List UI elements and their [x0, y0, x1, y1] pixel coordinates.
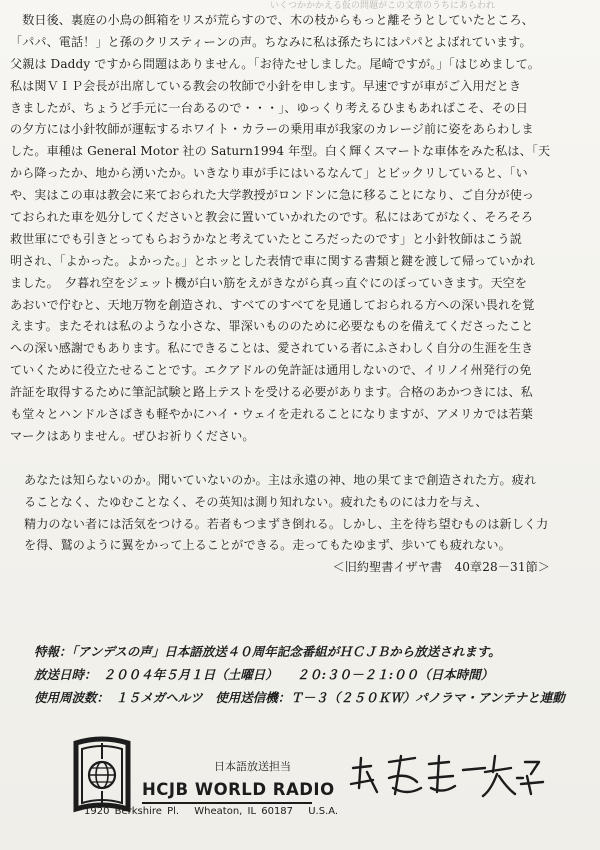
body-line: マークはありません。ぜひお祈りください。 [10, 428, 255, 443]
address-country: U.S.A. [308, 806, 339, 817]
notice-frequency: 使用周波数： １５メガヘルツ 使用送信機：Ｔ－３（２５０ＫＷ）パノラマ・アンテナと連動 [34, 690, 565, 705]
organization-name: HCJB WORLD RADIO [142, 780, 335, 799]
scripture-line: ることなく、たゆむことなく、その英知は測り知れない。疲れたものには力を与え、 [24, 494, 488, 509]
body-line: えます。またそれは私のような小さな、罪深いもののために必要なものを備えてくださったこと [10, 319, 534, 334]
handwritten-signature [345, 748, 545, 806]
letter-body [10, 10, 590, 579]
body-line: 私は関ＶＩＰ会長が出席している教会の牧師で小針を申します。早速ですが車がご入用だとき [10, 78, 522, 93]
body-line: 救世軍にでも引きとってもらおうかなと考えていたところだったのです」と小針牧師はこう説 [10, 231, 522, 246]
body-line: ました。 夕暮れ空をジェット機が白い筋をえがきながら真っ直ぐにのぼっていきます。天空を [10, 275, 528, 290]
notice-datetime: 放送日時： ２００４年５月１日（土曜日） ２０:３０－２１:００（日本時間） [34, 667, 494, 682]
notice-special: 特報：「アンデスの声」日本語放送４０周年記念番組がＨＣＪＢから放送されます。 [34, 644, 501, 659]
address-street: 1920 Berkshire Pl. [84, 806, 180, 817]
body-line: 許証を取得するために筆記試験と路上テストを受ける必要があります。合格のあかつきには、私 [10, 385, 533, 400]
body-line: した。車種は General Motor 社の Saturn1994 年型。白く輝くスマートな車体をみた私は、「天 [10, 144, 551, 159]
broadcast-notice [34, 640, 574, 709]
address-city: Wheaton, IL 60187 [194, 806, 294, 817]
scripture-quote [10, 470, 590, 558]
footer-rule [142, 802, 312, 804]
body-line: 「パパ、電話！」と孫のクリスティーンの声。ちなみに私は孫たちにはパパとよばれています。 [10, 34, 532, 49]
body-line: 数日後、裏庭の小鳥の餌箱をリスが荒らすので、木の枝からもっと離そうとしていたところ、 [10, 13, 534, 27]
body-line: の夕方には小針牧師が運転するホワイト・カラーの乗用車が我家のカレージ前に姿をあらわしま [10, 122, 534, 137]
body-line: きましたが、ちょうど手元に一台あるので・・・」、ゆっくり考えるひまもあればこそ、その日 [10, 100, 528, 115]
body-line: も堂々とハンドルさばきも軽やかにハイ・ウェイを走れることになりますが、アメリカでは若葉 [10, 407, 534, 422]
body-line: 明され、「よかった。よかった。」とホッとした表情で車に関する書類と鍵を渡して帰っていかれ [10, 253, 536, 268]
body-line: から降ったか、地から湧いたか。いきなり車が手にはいるなんて」とビックリしていると、「い [10, 166, 528, 181]
body-line: への深い感謝でもあります。私にできることは、愛されている者にふさわしく自分の生涯を生き [10, 341, 534, 356]
scripture-line: 精力のない者には活気をつける。若者もつまずき倒れる。しかし、主を待ち望むものは新しく力 [24, 516, 549, 531]
letter-footer [0, 730, 600, 850]
scripture-line: あなたは知らないのか。聞いていないのか。主は永遠の神、地の果てまで創造された方。疲れ [24, 472, 537, 487]
postal-address [84, 806, 348, 817]
bleed-through-text: いくつかかかえる仮の問題がこの文章のうちにあらわれ [270, 1, 496, 11]
scripture-reference: ＜旧約聖書イザヤ書 40章28－31節＞ [332, 560, 550, 575]
body-line: ていくために役立たせることです。エクアドルの免許証は通用しないので、イリノイ州発行の免 [10, 363, 532, 378]
body-line: や、実はこの車は教会に来ておられた大学教授がロンドンに急に移ることになり、ご自分が使っ [10, 188, 535, 203]
department-label: 日本語放送担当 [214, 760, 291, 773]
scripture-line: を得、鷲のように翼をかって上ることができる。走ってもたゆまず、歩いても疲れない。 [24, 538, 511, 553]
body-paragraph [10, 10, 590, 448]
body-line: 父親は Daddy ですから問題はありません。「お待たせしました。尾崎ですが。」「はじめまして。 [10, 56, 540, 71]
body-line: ておられた車を処分してくださいと教会に置いていかれたのです。私にはあてがなく、そろそろ [10, 210, 534, 225]
body-line: あおいで佇むと、天地万物を創造され、すべてのすべてを見通しておられる方への深い畏れを覚 [10, 297, 535, 312]
